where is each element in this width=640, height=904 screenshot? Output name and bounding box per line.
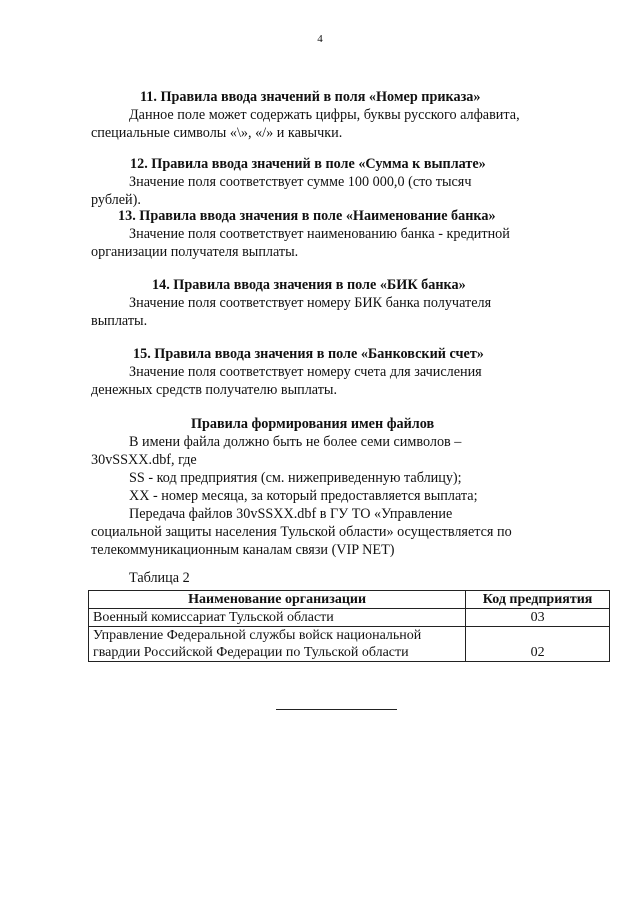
section-heading: 12. Правила ввода значений в поле «Сумма к выплате» xyxy=(130,156,486,172)
section-11 xyxy=(91,88,536,142)
column-header-code: Код предприятия xyxy=(466,591,610,609)
organization-name-cell xyxy=(89,627,466,662)
table-caption: Таблица 2 xyxy=(129,570,190,586)
file-rules xyxy=(91,415,536,559)
section-heading: 15. Правила ввода значения в поле «Банковский счет» xyxy=(133,346,484,362)
organization-name-line: Управление Федеральной службы войск национальной xyxy=(93,628,422,643)
column-header-organization: Наименование организации xyxy=(89,591,466,609)
section-heading: 14. Правила ввода значения в поле «БИК банка» xyxy=(152,277,466,293)
section-text-line: денежных средств получателю выплаты. xyxy=(91,382,338,398)
file-rules-line: социальной защиты населения Тульской области» осуществляется по xyxy=(91,524,512,540)
section-text-line: Значение поля соответствует наименованию банка - кредитной xyxy=(129,226,510,242)
table-row xyxy=(89,609,610,627)
section-text-line: Значение поля соответствует номеру счета для зачисления xyxy=(129,364,482,380)
organization-name-line: гвардии Российской Федерации по Тульской области xyxy=(93,645,409,660)
section-text-line: Значение поля соответствует сумме 100 000,0 (сто тысяч xyxy=(129,174,472,190)
section-text-line: специальные символы «\», «/» и кавычки. xyxy=(91,125,343,141)
section-13 xyxy=(91,207,536,261)
file-rules-line: 30vSSXX.dbf, где xyxy=(91,452,197,468)
organization-name: Военный комиссариат Тульской области xyxy=(93,610,334,625)
page-number: 4 xyxy=(317,33,323,45)
section-heading: 11. Правила ввода значений в поля «Номер приказа» xyxy=(140,89,481,105)
table-header-row xyxy=(89,591,610,609)
file-rules-line: XX - номер месяца, за который предоставляется выплата; xyxy=(129,488,478,504)
section-14 xyxy=(91,276,536,330)
section-text-line: рублей). xyxy=(91,192,141,208)
file-rules-line: телекоммуникационным каналам связи (VIP NET) xyxy=(91,542,395,558)
section-text-line: Значение поля соответствует номеру БИК банка получателя xyxy=(129,295,492,311)
section-text-line: выплаты. xyxy=(91,313,148,329)
file-rules-heading: Правила формирования имен файлов xyxy=(191,416,435,432)
file-rules-line: SS - код предприятия (см. нижеприведенную таблицу); xyxy=(129,470,462,486)
section-text-line: Данное поле может содержать цифры, буквы русского алфавита, xyxy=(129,107,520,123)
end-rule xyxy=(276,709,397,710)
section-text-line: организации получателя выплаты. xyxy=(91,244,299,260)
section-heading: 13. Правила ввода значения в поле «Наименование банка» xyxy=(118,208,496,224)
file-rules-line: Передача файлов 30vSSXX.dbf в ГУ ТО «Управление xyxy=(129,506,453,522)
table-row xyxy=(89,627,610,662)
organization-name-cell xyxy=(89,609,466,627)
file-rules-line: В имени файла должно быть не более семи символов – xyxy=(129,434,462,450)
section-12 xyxy=(91,155,536,209)
organizations-table xyxy=(88,590,610,662)
organization-code: 02 xyxy=(466,627,610,662)
organization-code: 03 xyxy=(466,609,610,627)
section-15 xyxy=(91,345,536,399)
